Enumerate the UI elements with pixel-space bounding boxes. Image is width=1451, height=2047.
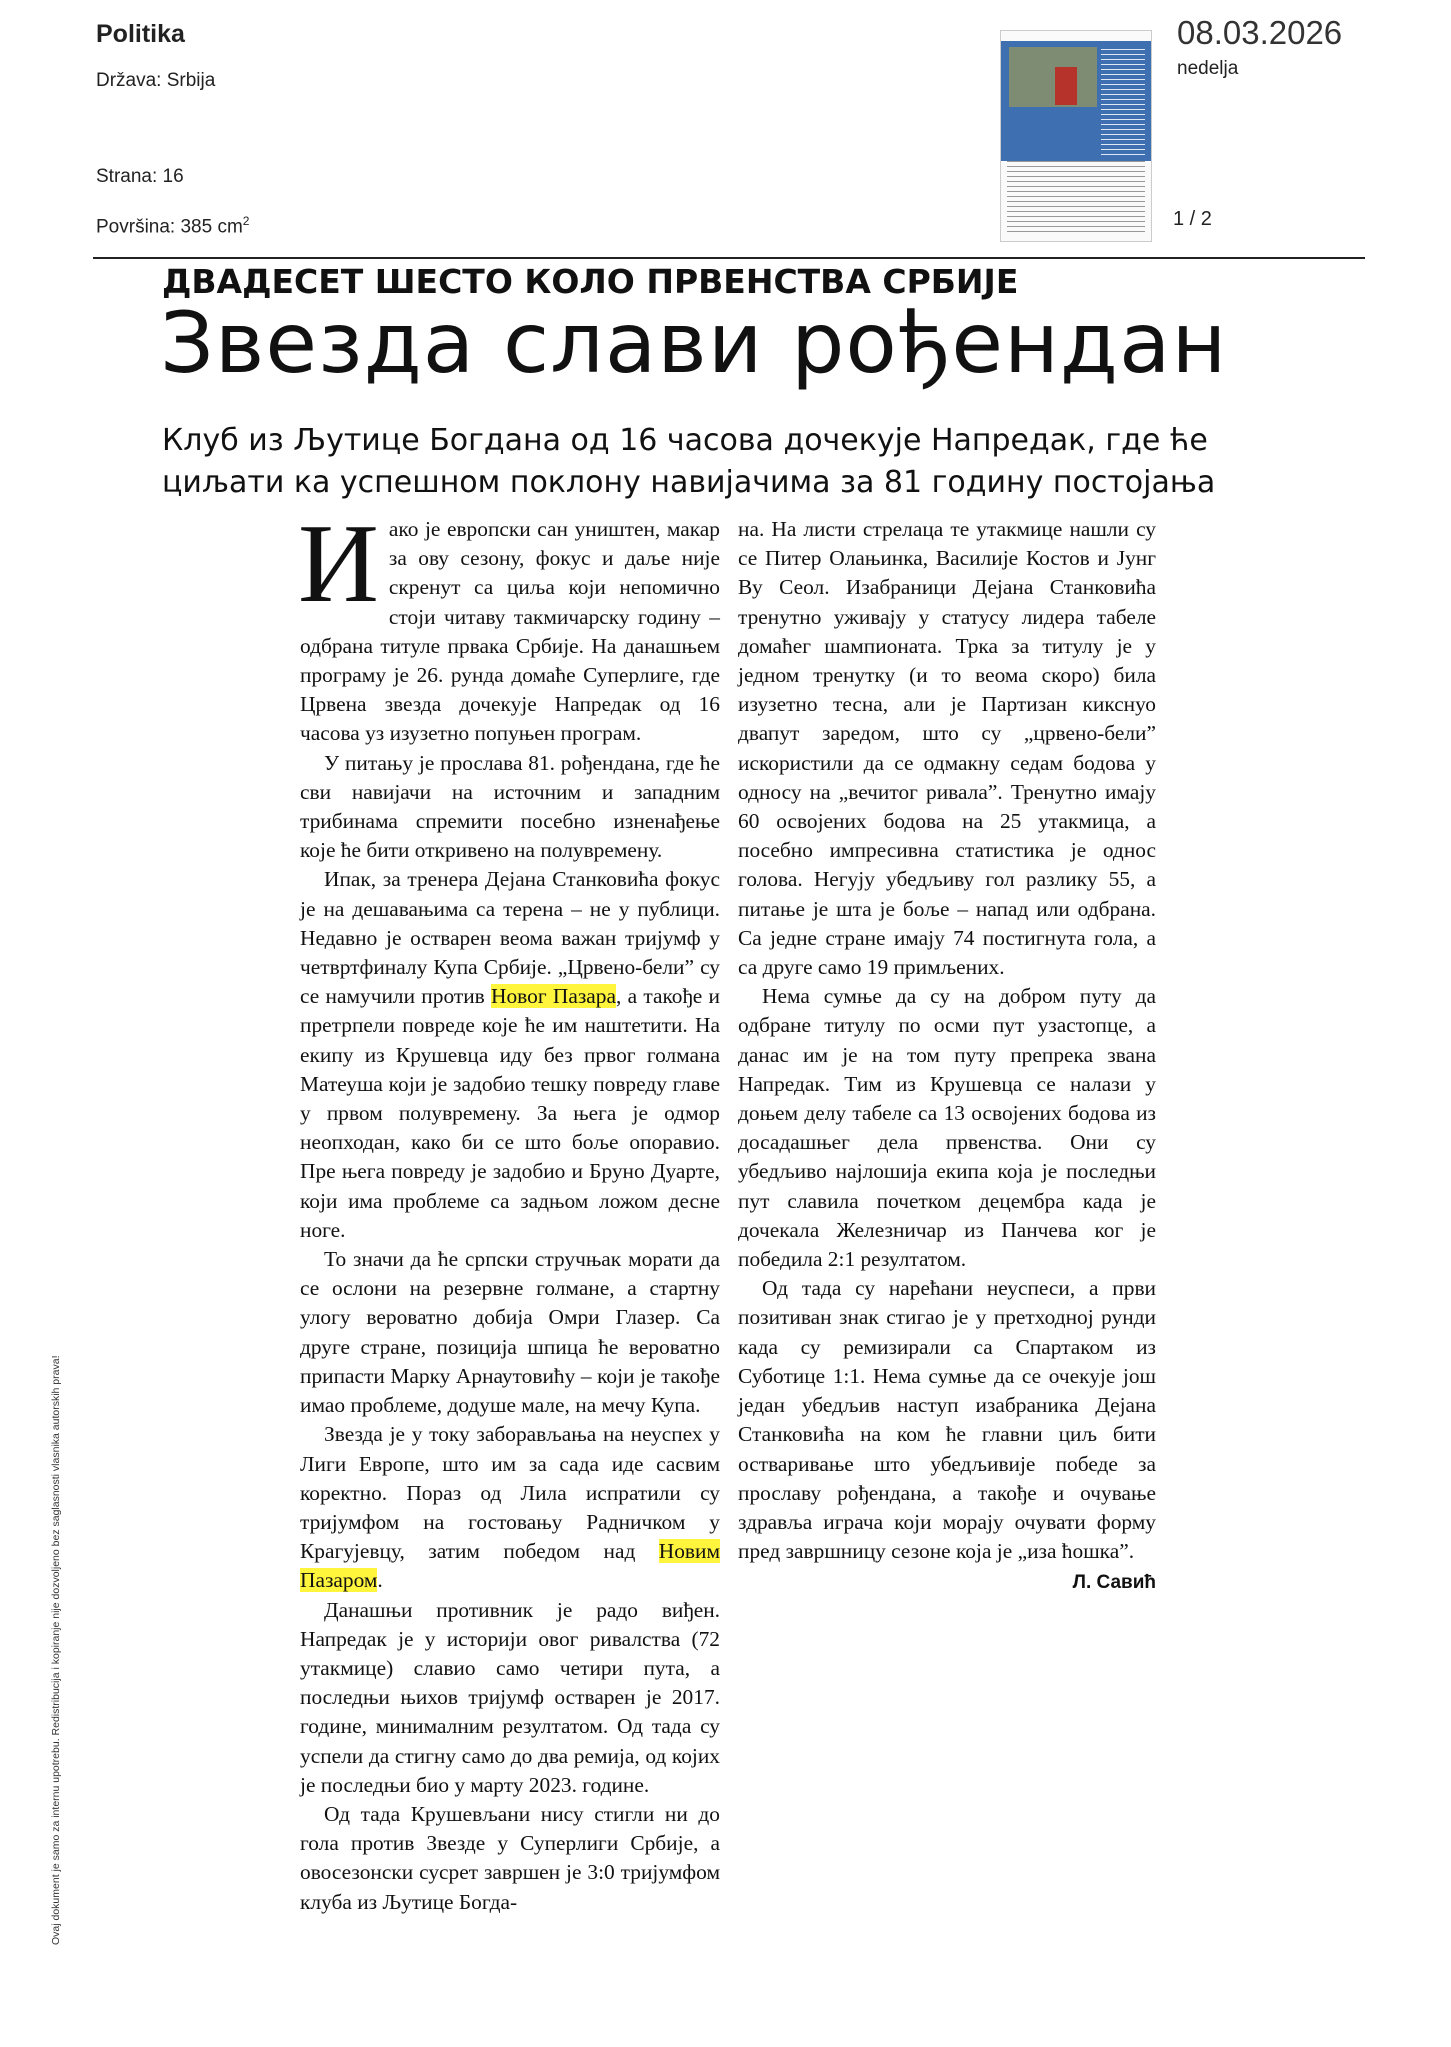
article-column-1 (298, 502, 720, 1917)
paragraph (300, 865, 720, 1245)
copyright-notice: Ovaj dokument je samo za internu upotrebu. Redistribucija i kopiranje nije dozvoljeno bez saglasnosti vlasnika autorskih prava! (50, 1355, 62, 1945)
paragraph: Од тада Крушевљани нису стигли ни до гола против Звезде у Суперлиги Србије, а овосезонски сусрет завршен је 3:0 тријумфом клуба из Љутице Богда- (300, 1801, 720, 1914)
paragraph: Данашњи противник је радо виђен. Напредак је у историји овог ривалства (72 утакмице) славио само четири пута, а последњи њихов тријумф остварен је 2017. године, минималним резултатом. Од тада су успели да стигну само до два ремија, од којих је последњи био у марту 2023. године. (300, 1597, 720, 1797)
thumbnail-side-text (1101, 49, 1145, 157)
paragraph: Нема сумње да су на добром путу да одбране титулу по осми пут узастопце, а данас им је на том путу препрека звана Напредак. Тим из Крушевца се налази у доњем делу табеле са 13 освојених бодова из досадашњег дела првенства. Они су убедљиво најлошија екипа која је последњи пут славила почетком децембра када је дочекала Железничар из Панчева ког је победила 2:1 резултатом. (738, 984, 1156, 1272)
area-unit-superscript: 2 (242, 214, 250, 228)
area-value: Površina: 385 cm (96, 216, 243, 238)
paragraph-text: Ипак, за тренера Дејана Станковића фокус је на дешавањима са терена – не у публици. Недавно је остварен веома важан тријумф у четвртфиналу Купа Србије. „Црвено-бели” су се намучили против (300, 867, 720, 1009)
article-deck: Клуб из Љутице Богдана од 16 часова дочекује Напредак, где ће циљати ка успешном поклону навијачима за 81 годину постојања (162, 423, 1216, 500)
thumbnail-photo (1009, 47, 1097, 107)
highlighted-term: Новог Пазара (491, 984, 616, 1009)
page-number: Strana: 16 (96, 166, 184, 187)
paragraph: То значи да ће српски стручњак морати да се ослони на резервне голмане, а стартну улогу вероватно добија Омри Глазер. Са друге стране, позиција шпица ће вероватно припасти Марку Арнаутовићу – који је такође имао проблеме, додуше мале, на мечу Купа. (300, 1247, 720, 1418)
paragraph (300, 1420, 720, 1595)
paragraph: на. На листи стрелаца те утакмице нашли су се Питер Олањинка, Василије Костов и Јунг Ву Сеол. Изабраници Дејана Станковића тренутно уживају у статусу лидера табеле домаћег шампионата. Трка за титулу је у једном тренутку (и то веома скоро) била изузетно тесна, али је Партизан кикснуо двапут заредом, што су „црвено-бели” искористили да се одмакну седам бодова у односу на „вечитог ривала”. Тренутно имају 60 освојених бодова на 25 утакмица, а посебно импресивна статистика је однос голова. Негују убедљиву гол разлику 55, а питање је шта је боље – напад или одбрана. Са једне стране имају 74 постигнута гола, а са друге само 19 примљених. (738, 517, 1156, 980)
article-headline: Звезда слави рођендан (160, 294, 1228, 392)
country-label: Država: Srbija (96, 70, 216, 91)
thumbnail-text-lines (1007, 161, 1145, 235)
article-column-2 (738, 515, 1156, 1598)
paragraph (298, 502, 720, 749)
publication-name: Politika (96, 20, 185, 48)
header-divider (93, 257, 1365, 259)
page-thumbnail (1000, 30, 1152, 242)
paragraph-text: Звезда је у току заборављања на неуспех у Лиги Европе, што им за сада иде сасвим коректно. Пораз од Лила испратили су тријумфом на гостовању Радничком у Крагујевцу, затим победом над (300, 1422, 720, 1564)
paragraph-text: , а такође и претрпели повреде које ће им наштетити. На екипу из Крушевца иду без првог голмана Матеуша који је задобио тешку повреду главе у првом полувремену. За њега је одмор неопходан, како би се што боље опоравио. Пре њега повреду је задобио и Бруно Дуарте, који има проблеме са задњом ложом десне ноге. (300, 984, 720, 1242)
paragraph: Од тада су нарећани неуспеси, а први позитиван знак стигао је у претходној рунди када су ремизирали са Спартаком из Суботице 1:1. Нема сумње да се очекује још један убедљив наступ изабраника Дејана Станковића на ком ће главни циљ бити остваривање што убедљивије победе за прославу рођендана, а такође и очување здравља играча који морају очувати форму пред завршницу сезоне која је „иза ћошка”. (738, 1276, 1156, 1564)
paragraph-text: ако је европски сан уништен, макар за ову сезону, фокус и даље није скренут са циља који непомично стоји читаву такмичарску годину – одбрана титуле првака Србије. На данашњем програму је 26. рунда домаће Суперлиге, где Црвена звезда дочекује Напредак од 16 часова уз изузетно попуњен програм. (300, 517, 720, 746)
highlighted-term: Новим Пазаром (300, 1539, 720, 1593)
thumbnail-photo-player (1055, 67, 1077, 105)
article-kicker: ДВАДЕСЕТ ШЕСТО КОЛО ПРВЕНСТВА СРБИЈЕ (162, 262, 1019, 301)
area-label (96, 214, 249, 238)
issue-date: 08.03.2026 (1177, 14, 1343, 51)
page-counter: 1 / 2 (1173, 208, 1212, 230)
paragraph-text: . (377, 1568, 383, 1593)
article-author: Л. Савић (1072, 1572, 1156, 1594)
paragraph: У питању је прослава 81. рођендана, где ће сви навијачи на источним и западним трибинама спремити посебно изненађење које ће бити откривено на полувремену. (300, 750, 720, 863)
drop-cap: И (298, 502, 379, 626)
weekday: nedelja (1177, 58, 1239, 79)
